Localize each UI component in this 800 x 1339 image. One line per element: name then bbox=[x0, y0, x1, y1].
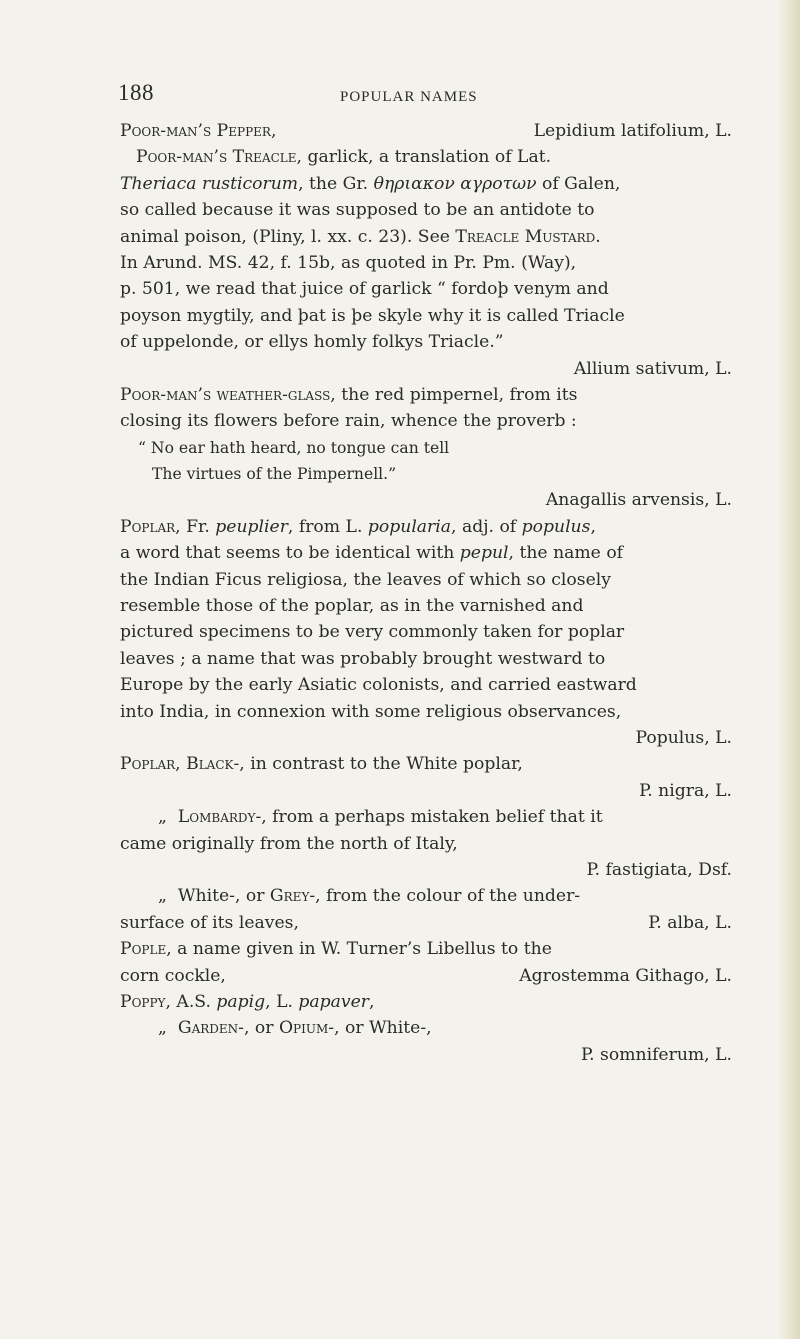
italic-term: peuplier bbox=[215, 516, 288, 537]
entry-head: Poplar, bbox=[120, 516, 181, 537]
entry-text: from the colour of the under- bbox=[320, 886, 581, 907]
entry-text: , the name of bbox=[508, 543, 624, 564]
entry-head: Grey-, bbox=[269, 886, 321, 907]
entry-text: in contrast to the White poplar, bbox=[244, 754, 523, 775]
entry-text: a word that seems to be identical with bbox=[120, 543, 460, 564]
text-line bbox=[120, 910, 732, 936]
entry-head: Pople, bbox=[120, 939, 172, 960]
entry-head: Poor-man’s Treacle, bbox=[136, 147, 302, 168]
greek-term: θηριακον αγροτων bbox=[373, 173, 537, 194]
italic-term: papig bbox=[216, 991, 266, 1012]
entry-text: , or White-, bbox=[334, 1018, 432, 1039]
entry-head: Lombardy-, bbox=[177, 807, 267, 828]
latin-name: Agrostemma Githago, L. bbox=[519, 965, 732, 986]
text-line: so called because it was supposed to be an antidote to bbox=[120, 200, 595, 221]
entry-text: from a perhaps mistaken belief that it bbox=[266, 807, 603, 828]
entry-text: animal poison, (Pliny, l. xx. c. 23). See bbox=[120, 226, 456, 247]
entry-text: a name given in W. Turner’s Libellus to the bbox=[171, 939, 552, 960]
entry-head: Poor-man’s Pepper, bbox=[120, 121, 277, 141]
entry-pople bbox=[120, 936, 732, 962]
entry-text: , bbox=[590, 516, 596, 537]
dictionary-text bbox=[120, 118, 732, 1068]
latin-name: Allium sativum, L. bbox=[573, 358, 732, 379]
text-line bbox=[120, 963, 732, 989]
ditto-mark: „ bbox=[158, 886, 167, 907]
italic-term: popularia bbox=[367, 516, 452, 537]
latin-name: Lepidium latifolium, L. bbox=[533, 121, 732, 141]
entry-text: A.S. bbox=[170, 991, 217, 1012]
text-line bbox=[120, 224, 732, 250]
entry-head: Poor-man’s weather-glass, bbox=[120, 384, 336, 405]
entry-poor-mans-pepper bbox=[120, 118, 732, 144]
entry-head: Poplar, Black-, bbox=[120, 754, 245, 775]
proverb-line: “ No ear hath heard, no tongue can tell bbox=[138, 438, 450, 457]
entry-poppy bbox=[120, 989, 732, 1015]
latin-name: P. alba, L. bbox=[648, 912, 732, 933]
entry-head: Opium- bbox=[278, 1018, 335, 1039]
entry-text: , from L. bbox=[287, 516, 368, 537]
entry-text: , L. bbox=[265, 991, 299, 1012]
cross-reference: Treacle Mustard bbox=[455, 226, 596, 247]
entry-text: garlick, a translation of Lat. bbox=[301, 147, 552, 168]
text-line bbox=[120, 540, 732, 566]
entry-text: White-, or bbox=[177, 886, 270, 907]
text-line: In Arund. MS. 42, f. 15b, as quoted in Pr. Pm. (Way), bbox=[120, 252, 577, 273]
entry-poplar-black bbox=[120, 751, 732, 777]
text-line: resemble those of the poplar, as in the varnished and bbox=[120, 596, 584, 617]
latin-name: Anagallis arvensis, L. bbox=[545, 490, 732, 511]
text-line: Europe by the early Asiatic colonists, and carried eastward bbox=[120, 675, 637, 696]
text-line: poyson mygtily, and þat is þe skyle why it is called Triacle bbox=[120, 305, 625, 326]
proverb-line: The virtues of the Pimpernell.” bbox=[152, 465, 397, 484]
entry-poplar bbox=[120, 514, 732, 540]
entry-text: of Galen, bbox=[536, 173, 621, 194]
ditto-mark: „ bbox=[158, 1018, 167, 1039]
entry-poppy-garden bbox=[120, 1015, 732, 1041]
latin-name: Populus, L. bbox=[635, 727, 732, 748]
text-line: of uppelonde, or ellys homly folkys Triacle.” bbox=[120, 332, 504, 353]
entry-poor-mans-treacle bbox=[120, 144, 732, 170]
entry-poor-mans-weather-glass bbox=[120, 382, 732, 408]
entry-text: surface of its leaves, bbox=[120, 912, 299, 933]
entry-head: Garden- bbox=[177, 1018, 244, 1039]
entry-poplar-white bbox=[120, 883, 732, 909]
page-number: 188 bbox=[118, 80, 154, 105]
text-line: closing its flowers before rain, whence the proverb : bbox=[120, 411, 577, 432]
text-line: into India, in connexion with some religious observances, bbox=[120, 701, 622, 722]
entry-head: Poppy, bbox=[120, 991, 171, 1012]
page-edge-shadow bbox=[778, 0, 800, 1339]
text-line: pictured specimens to be very commonly taken for poplar bbox=[120, 622, 625, 643]
text-line bbox=[120, 171, 732, 197]
running-head: POPULAR NAMES bbox=[340, 89, 478, 105]
entry-text: . bbox=[595, 226, 601, 247]
entry-text: , the Gr. bbox=[298, 173, 374, 194]
entry-text: , adj. of bbox=[451, 516, 522, 537]
latin-name: P. somniferum, L. bbox=[581, 1044, 732, 1065]
text-line: leaves ; a name that was probably brought westward to bbox=[120, 648, 606, 669]
entry-poplar-lombardy bbox=[120, 804, 732, 830]
entry-text: , bbox=[369, 991, 375, 1012]
text-line: the Indian Ficus religiosa, the leaves of which so closely bbox=[120, 569, 611, 590]
italic-term: populus bbox=[521, 516, 591, 537]
entry-text: the red pimpernel, from its bbox=[335, 384, 578, 405]
text-line: p. 501, we read that juice of garlick “ fordoþ venym and bbox=[120, 279, 609, 300]
page-header bbox=[0, 80, 800, 120]
entry-text: , or bbox=[243, 1018, 279, 1039]
latin-name: P. fastigiata, Dsf. bbox=[586, 859, 732, 880]
entry-text: Fr. bbox=[180, 516, 216, 537]
italic-term: papaver bbox=[298, 991, 370, 1012]
ditto-mark: „ bbox=[158, 807, 167, 828]
italic-term: Theriaca rusticorum bbox=[120, 173, 299, 194]
text-line: came originally from the north of Italy, bbox=[120, 833, 458, 854]
latin-name: P. nigra, L. bbox=[639, 780, 732, 801]
italic-term: pepul bbox=[459, 543, 509, 564]
entry-text: corn cockle, bbox=[120, 965, 226, 986]
